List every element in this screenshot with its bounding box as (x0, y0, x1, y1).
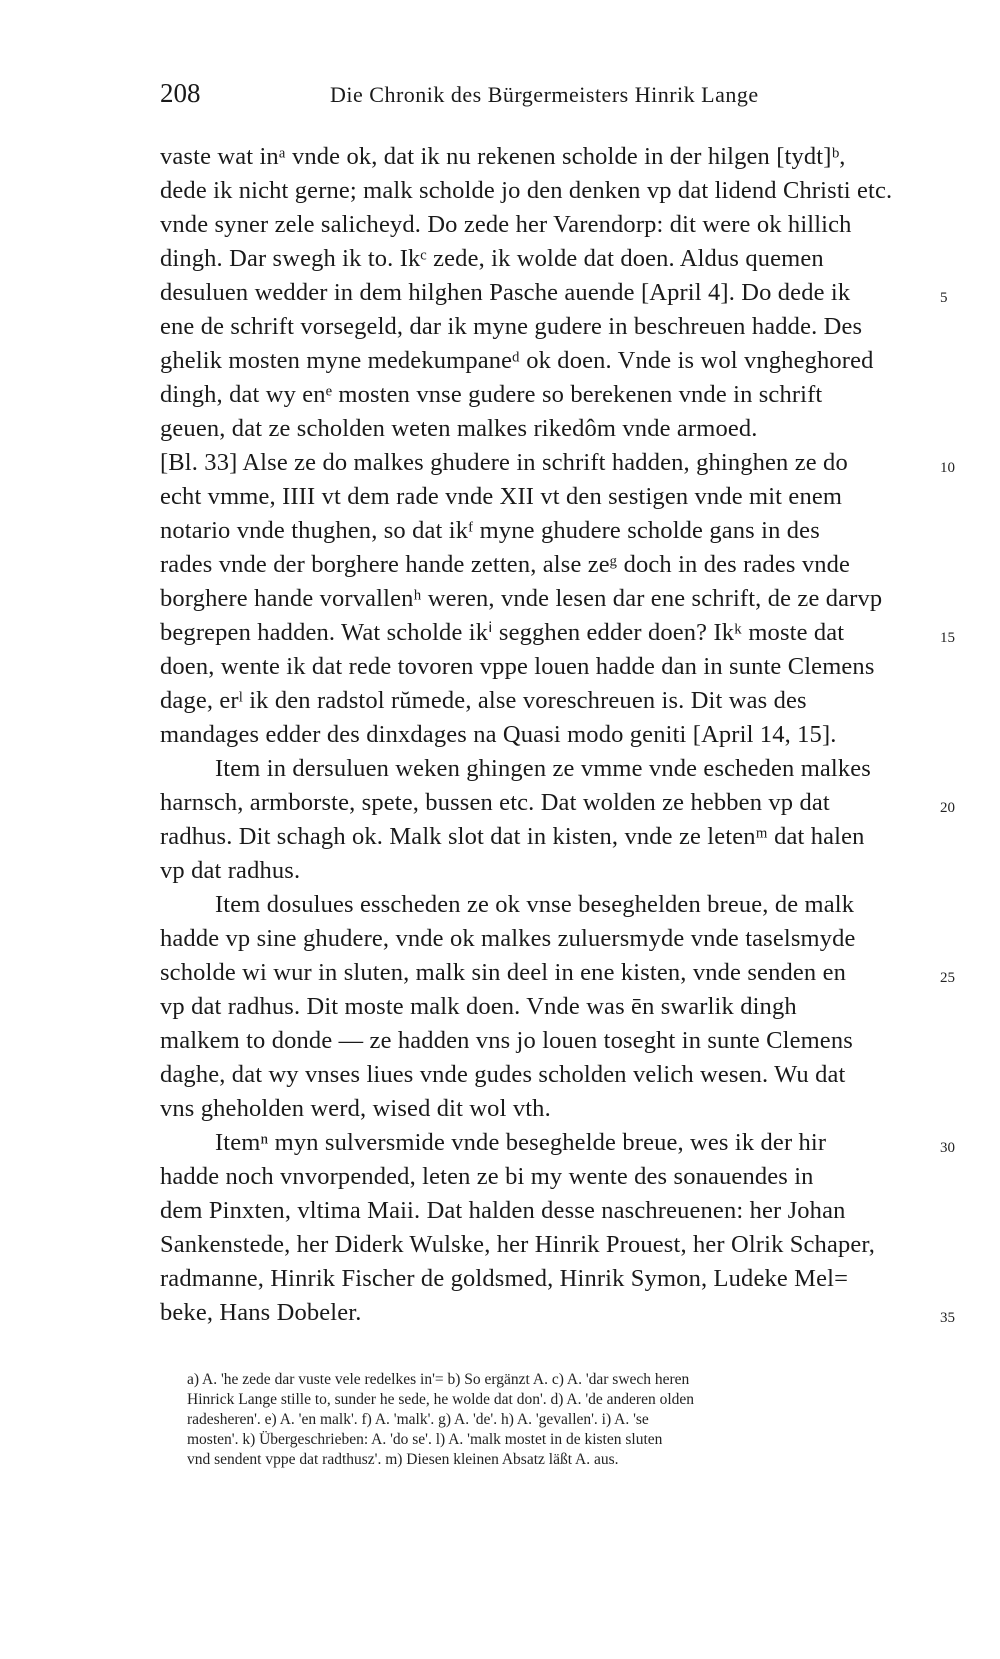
text-line: beke, Hans Dobeler. (160, 1299, 362, 1326)
text-line: desuluen wedder in dem hilghen Pasche auende [April 4]. Do dede ik (160, 279, 851, 306)
line-number: 20 (940, 800, 955, 816)
text-line: mandages edder des dinxdages na Quasi modo geniti [April 14, 15]. (160, 721, 837, 748)
text-line: [Bl. 33] Alse ze do malkes ghudere in schrift hadden, ghinghen ze do (160, 449, 848, 476)
text-line: notario vnde thughen, so dat ikᶠ myne ghudere scholde gans in des (160, 517, 820, 544)
text-line: malkem to donde — ze hadden vns jo louen toseght in sunte Clemens (160, 1027, 853, 1054)
footnote-line: a) A. 'he zede dar vuste vele redelkes in'= b) So ergänzt A. c) A. 'dar swech heren (187, 1371, 690, 1388)
text-line: vp dat radhus. (160, 857, 301, 884)
text-line: Item in dersuluen weken ghingen ze vmme vnde escheden malkes (215, 755, 871, 782)
footnote-line: mosten'. k) Übergeschrieben: A. 'do se'. l) A. 'malk mostet in de kisten sluten (187, 1431, 663, 1448)
line-number: 5 (940, 290, 948, 306)
line-number: 25 (940, 970, 955, 986)
text-line: ghelik mosten myne medekumpaneᵈ ok doen. Vnde is wol vngheghored (160, 347, 874, 374)
footnote-line: radesheren'. e) A. 'en malk'. f) A. 'malk'. g) A. 'de'. h) A. 'gevallen'. i) A. 'se (187, 1411, 649, 1428)
text-line: rades vnde der borghere hande zetten, alse zeᵍ doch in des rades vnde (160, 551, 851, 578)
page-number: 208 (160, 78, 201, 108)
text-line: dem Pinxten, vltima Maii. Dat halden desse naschreuenen: her Johan (160, 1197, 846, 1224)
text-line: Itemⁿ myn sulversmide vnde beseghelde breue, wes ik der hir (215, 1129, 827, 1156)
text-line: hadde vp sine ghudere, vnde ok malkes zuluersmyde vnde taselsmyde (160, 925, 856, 952)
text-line: begrepen hadden. Wat scholde ikⁱ segghen edder doen? Ikᵏ moste dat (160, 619, 845, 646)
text-line: radhus. Dit schagh ok. Malk slot dat in kisten, vnde ze letenᵐ dat halen (160, 823, 865, 850)
text-line: borghere hande vorvallenʰ weren, vnde lesen dar ene schrift, de ze darvp (160, 585, 883, 612)
footnote-line: vnd sendent vppe dat radthusz'. m) Diesen kleinen Absatz läßt A. aus. (187, 1451, 619, 1468)
text-line: Item dosulues esscheden ze ok vnse beseghelden breue, de malk (215, 891, 855, 918)
text-line: hadde noch vnvorpended, leten ze bi my wente des sonauendes in (160, 1163, 814, 1190)
text-line: radmanne, Hinrik Fischer de goldsmed, Hinrik Symon, Ludeke Mel= (160, 1265, 849, 1292)
text-line: harnsch, armborste, spete, bussen etc. Dat wolden ze hebben vp dat (160, 789, 830, 816)
text-line: echt vmme, IIII vt dem rade vnde XII vt den sestigen vnde mit enem (160, 483, 843, 510)
text-line: daghe, dat wy vnses liues vnde gudes scholden velich wesen. Wu dat (160, 1061, 846, 1088)
line-number: 10 (940, 460, 955, 476)
text-line: vns gheholden werd, wised dit wol vth. (160, 1095, 551, 1122)
text-line: dede ik nicht gerne; malk scholde jo den denken vp dat lidend Christi etc. (160, 177, 893, 204)
text-line: scholde wi wur in sluten, malk sin deel in ene kisten, vnde senden en (160, 959, 846, 986)
text-line: vaste wat inᵃ vnde ok, dat ik nu rekenen scholde in der hilgen [tydt]ᵇ, (160, 143, 846, 170)
text-line: vp dat radhus. Dit moste malk doen. Vnde was ēn swarlik dingh (160, 993, 797, 1020)
line-number: 35 (940, 1310, 955, 1326)
text-line: dage, erˡ ik den radstol rŭmede, alse voreschreuen is. Dit was des (160, 687, 807, 714)
running-head: Die Chronik des Bürgermeisters Hinrik Lange (330, 82, 759, 107)
line-number: 15 (940, 630, 955, 646)
line-number: 30 (940, 1140, 955, 1156)
footnote-line: Hinrick Lange stille to, sunder he sede, he wolde dat don'. d) A. 'de anderen olden (187, 1391, 695, 1408)
text-line: ene de schrift vorsegeld, dar ik myne gudere in beschreuen hadde. Des (160, 313, 863, 340)
text-line: dingh, dat wy enᵉ mosten vnse gudere so berekenen vnde in schrift (160, 381, 823, 408)
text-line: vnde syner zele salicheyd. Do zede her Varendorp: dit were ok hillich (160, 211, 852, 238)
text-line: doen, wente ik dat rede tovoren vppe louen hadde dan in sunte Clemens (160, 653, 875, 680)
text-line: dingh. Dar swegh ik to. Ikᶜ zede, ik wolde dat doen. Aldus quemen (160, 245, 824, 272)
page-header (160, 78, 770, 118)
text-line: geuen, dat ze scholden weten malkes rikedôm vnde armoed. (160, 415, 758, 442)
text-line: Sankenstede, her Diderk Wulske, her Hinrik Prouest, her Olrik Schaper, (160, 1231, 875, 1258)
